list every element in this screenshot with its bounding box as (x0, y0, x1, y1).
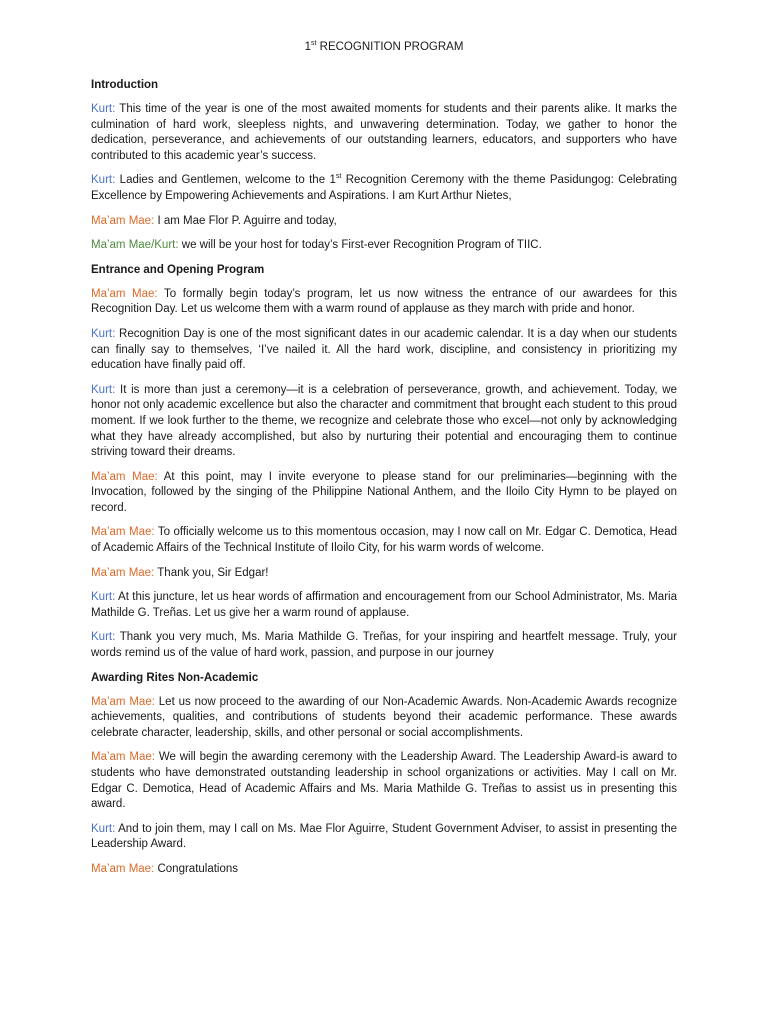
script-text: We will begin the awarding ceremony with the Leadership Award. The Leadership Award-is award to students who have demonstrated outstanding leadership in school organizations or activities. May I call on Mr. Edgar C. Demotica, Head of Academic Affairs and Ms. Maria Mathilde G. Treñas to assist us in presenting this award. (91, 751, 677, 811)
script-line (91, 590, 677, 621)
section-heading-entrance: Entrance and Opening Program (91, 263, 265, 276)
script-line (91, 525, 677, 556)
speaker-label: Ma’am Mae: (91, 214, 155, 227)
script-text: This time of the year is one of the most awaited moments for students and their parents alike. It marks the culmination of hard work, sleepless nights, and unwavering determination. Today, we gather to honor the dedication, perseverance, and achievements of our outstanding learners, educators, and supporters who have contributed to this academic year’s success. (91, 103, 677, 162)
speaker-label: Ma’am Mae: (91, 566, 155, 579)
script-line (91, 630, 677, 661)
script-text: To officially welcome us to this momentous occasion, may I now call on Mr. Edgar C. Demotica, Head of Academic Affairs of the Technical Institute of Iloilo City, for his warm words of welcome. (91, 526, 677, 555)
speaker-label: Ma’am Mae: (91, 862, 155, 875)
script-line (91, 470, 677, 517)
title-ordinal-suffix: st (311, 40, 317, 47)
script-line (91, 214, 677, 230)
script-line (91, 695, 677, 742)
speaker-label: Ma’am Mae: (91, 470, 158, 483)
script-text: Let us now proceed to the awarding of our Non-Academic Awards. Non-Academic Awards recognize achievements, qualities, and contributions of students beyond their academic performance. These awards celebrate character, leadership, skills, and other personal or social accomplishments. (91, 695, 677, 739)
title-number: 1 (304, 41, 311, 53)
script-line (91, 173, 677, 204)
script-line (91, 862, 677, 878)
speaker-label: Ma’am Mae: (91, 526, 155, 539)
script-line (91, 383, 677, 461)
script-line (91, 238, 677, 254)
script-text: At this point, may I invite everyone to please stand for our preliminaries—beginning with the Invocation, followed by the singing of the Philippine National Anthem, and the Iloilo City Hymn to be played on record. (91, 470, 677, 514)
script-line (91, 102, 677, 164)
script-text: I am Mae Flor P. Aguirre and today, (154, 214, 337, 227)
script-text: we will be your host for today’s First-ever Recognition Program of TIIC. (178, 239, 542, 252)
script-text: Recognition Day is one of the most significant dates in our academic calendar. It is a day when our students can finally say to themselves, ‘I’ve nailed it. All the hard work, discipline, and consistency in prioritizing my education have finally paid off. (91, 327, 677, 372)
speaker-label: Kurt: (91, 822, 116, 835)
section-heading-introduction: Introduction (91, 79, 159, 91)
document-title (91, 40, 677, 54)
speaker-label: Ma’am Mae: (91, 287, 158, 300)
script-text: At this juncture, let us hear words of affirmation and encouragement from our School Administrator, Ms. Maria Mathilde G. Treñas. Let us give her a warm round of applause. (91, 591, 677, 619)
script-text: Congratulations (154, 862, 239, 875)
speaker-label: Kurt: (91, 383, 116, 396)
speaker-label: Kurt: (91, 103, 116, 115)
script-text: It is more than just a ceremony—it is a celebration of perseverance, growth, and achievement. Today, we honor not only academic excellence but also the character and commitment that brought each student to this proud moment. If we look further to the theme, we recognize and celebrate those who excel—not only by acknowledging what they have already accomplished, but also by nurturing their potential and encouraging them to continue striving toward their dreams. (91, 383, 677, 459)
speaker-label: Kurt: (91, 174, 116, 187)
script-line (91, 566, 677, 582)
script-line (91, 750, 677, 812)
speaker-label: Kurt: (91, 327, 116, 340)
script-text: Thank you, Sir Edgar! (154, 566, 269, 579)
title-text: RECOGNITION PROGRAM (316, 41, 464, 53)
speaker-label: Kurt: (91, 591, 116, 604)
script-text: Thank you very much, Ms. Maria Mathilde G. Treñas, for your inspiring and heartfelt message. Truly, your words remind us of the value of hard work, passion, and purpose in our journey (91, 631, 677, 660)
script-line (91, 327, 677, 374)
script-text: Recognition Ceremony with the theme Pasidungog: Celebrating Excellence by Empowering Achievements and Aspirations. I am Kurt Arthur Nietes, (91, 174, 677, 202)
script-text: And to join them, may I call on Ms. Mae Flor Aguirre, Student Government Adviser, to assist in presenting the Leadership Award. (91, 822, 677, 851)
script-line (91, 822, 677, 853)
section-heading-awarding-rites: Awarding Rites Non-Academic (91, 671, 259, 684)
speaker-label: Kurt: (91, 631, 116, 644)
ordinal-suffix: st (335, 173, 342, 181)
script-text: To formally begin today’s program, let us now witness the entrance of our awardees for this Recognition Day. Let us welcome them with a warm round of applause as they march with pride and honor. (91, 287, 677, 316)
speaker-label: Ma’am Mae/Kurt: (91, 239, 179, 252)
speaker-label: Ma’am Mae: (91, 751, 155, 764)
speaker-label: Ma’am Mae: (91, 695, 155, 708)
script-text: Ladies and Gentlemen, welcome to the 1 (115, 174, 336, 187)
script-line (91, 287, 677, 318)
